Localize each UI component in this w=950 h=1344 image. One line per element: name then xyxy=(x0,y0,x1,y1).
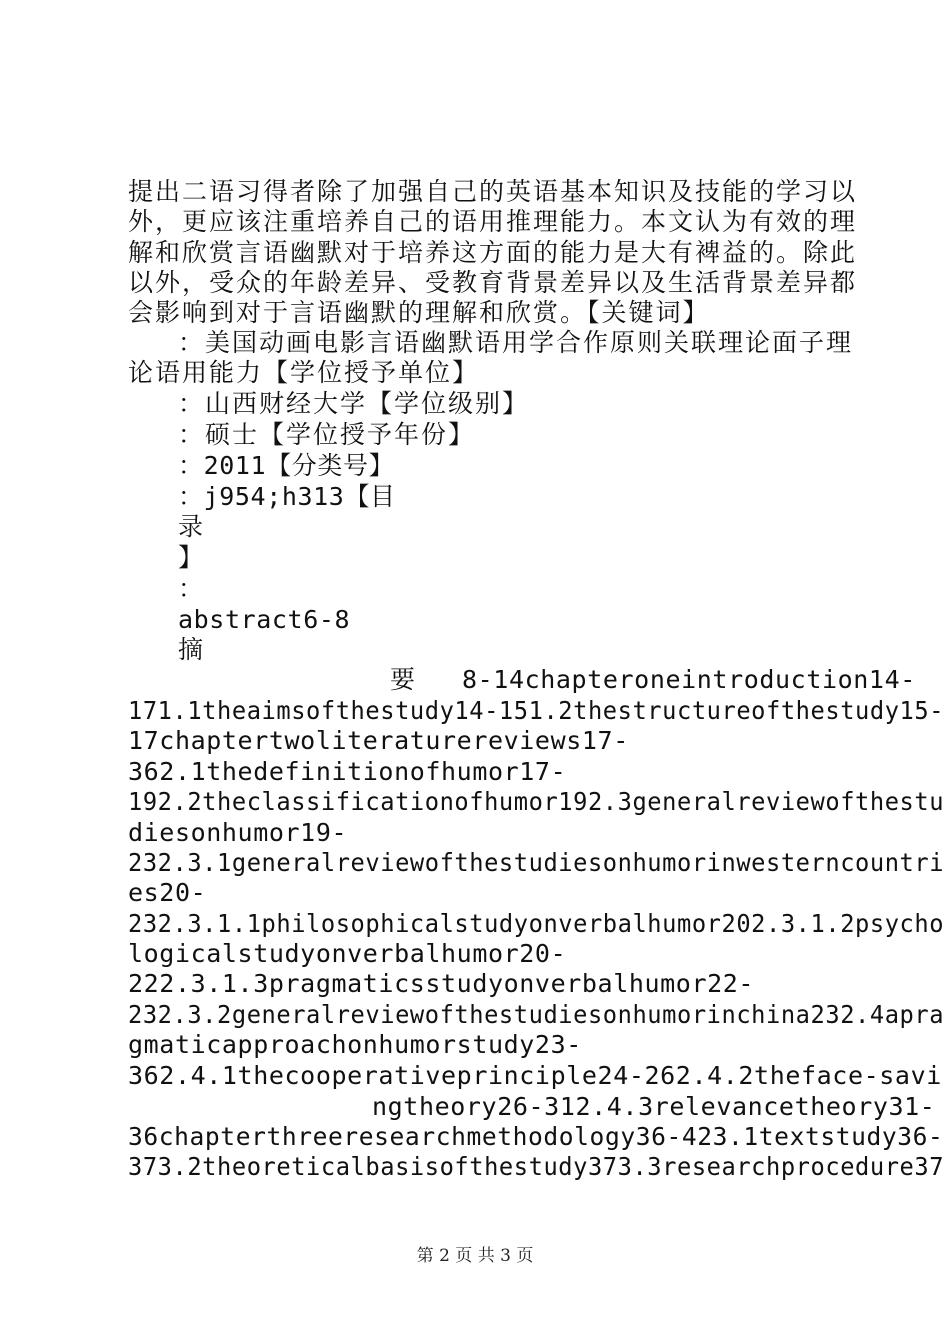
text-line: 232.3.1generalreviewofthestudiesonhumorinwesterncountri xyxy=(128,848,945,877)
text-line: diesonhumor19- xyxy=(128,818,348,847)
text-line: ：山西财经大学【学位级别】 xyxy=(178,389,530,418)
text-line: 】 xyxy=(178,543,206,572)
text-line: ：2011【分类号】 xyxy=(178,451,395,480)
text-line: 17chaptertwoliteraturereviews17- xyxy=(128,726,629,755)
text-line: 以外，受众的年龄差异、受教育背景差异以及生活背景差异都 xyxy=(128,268,858,297)
text-line: gmaticapproachonhumorstudy23- xyxy=(128,1030,582,1059)
text-line: 232.3.2generalreviewofthestudiesonhumorinchina232.4apra xyxy=(128,1000,945,1029)
page-footer: 第 2 页 共 3 页 xyxy=(416,1246,534,1266)
text-line: 36chapterthreeresearchmethodology36-423.1textstudy36- xyxy=(128,1122,944,1151)
text-line: 192.2theclassificationofhumor192.3generalreviewofthestu xyxy=(128,787,945,816)
text-line: 摘 xyxy=(178,635,206,664)
text-line: 要 xyxy=(390,665,418,694)
text-line: 8-14chapteroneintroduction14- xyxy=(462,665,916,694)
text-line: 解和欣赏言语幽默对于培养这方面的能力是大有裨益的。除此 xyxy=(128,238,858,267)
text-line: 论语用能力【学位授予单位】 xyxy=(128,358,480,387)
text-line: 373.2theoreticalbasisofthestudy373.3researchprocedure37 xyxy=(128,1152,945,1181)
text-line: 外，更应该注重培养自己的语用推理能力。本文认为有效的理 xyxy=(128,207,858,236)
text-line: es20- xyxy=(128,878,207,907)
text-line: 提出二语习得者除了加强自己的英语基本知识及技能的学习以 xyxy=(128,177,858,206)
text-line: ngtheory26-312.4.3relevancetheory31- xyxy=(372,1092,936,1121)
text-line: 362.4.1thecooperativeprinciple24-262.4.2theface-savi xyxy=(128,1061,942,1090)
text-line: 录 xyxy=(178,512,206,541)
text-line: ： xyxy=(178,574,206,603)
text-line: 232.3.1.1philosophicalstudyonverbalhumor202.3.1.2psycho xyxy=(128,909,945,938)
text-line: 会影响到对于言语幽默的理解和欣赏。【关键词】 xyxy=(128,298,710,327)
text-line: logicalstudyonverbalhumor20- xyxy=(128,939,567,968)
text-line: 362.1thedefinitionofhumor17- xyxy=(128,757,567,786)
text-line: abstract6-8 xyxy=(178,605,351,634)
text-line: ：硕士【学位授予年份】 xyxy=(178,420,476,449)
text-line: 222.3.1.3pragmaticsstudyonverbalhumor22- xyxy=(128,969,755,998)
text-line: ：j954;h313【目 xyxy=(178,482,396,511)
text-line: ：美国动画电影言语幽默语用学合作原则关联理论面子理 xyxy=(178,328,854,357)
text-line: 171.1theaimsofthestudy14-151.2thestructureofthestudy15- xyxy=(128,696,945,725)
